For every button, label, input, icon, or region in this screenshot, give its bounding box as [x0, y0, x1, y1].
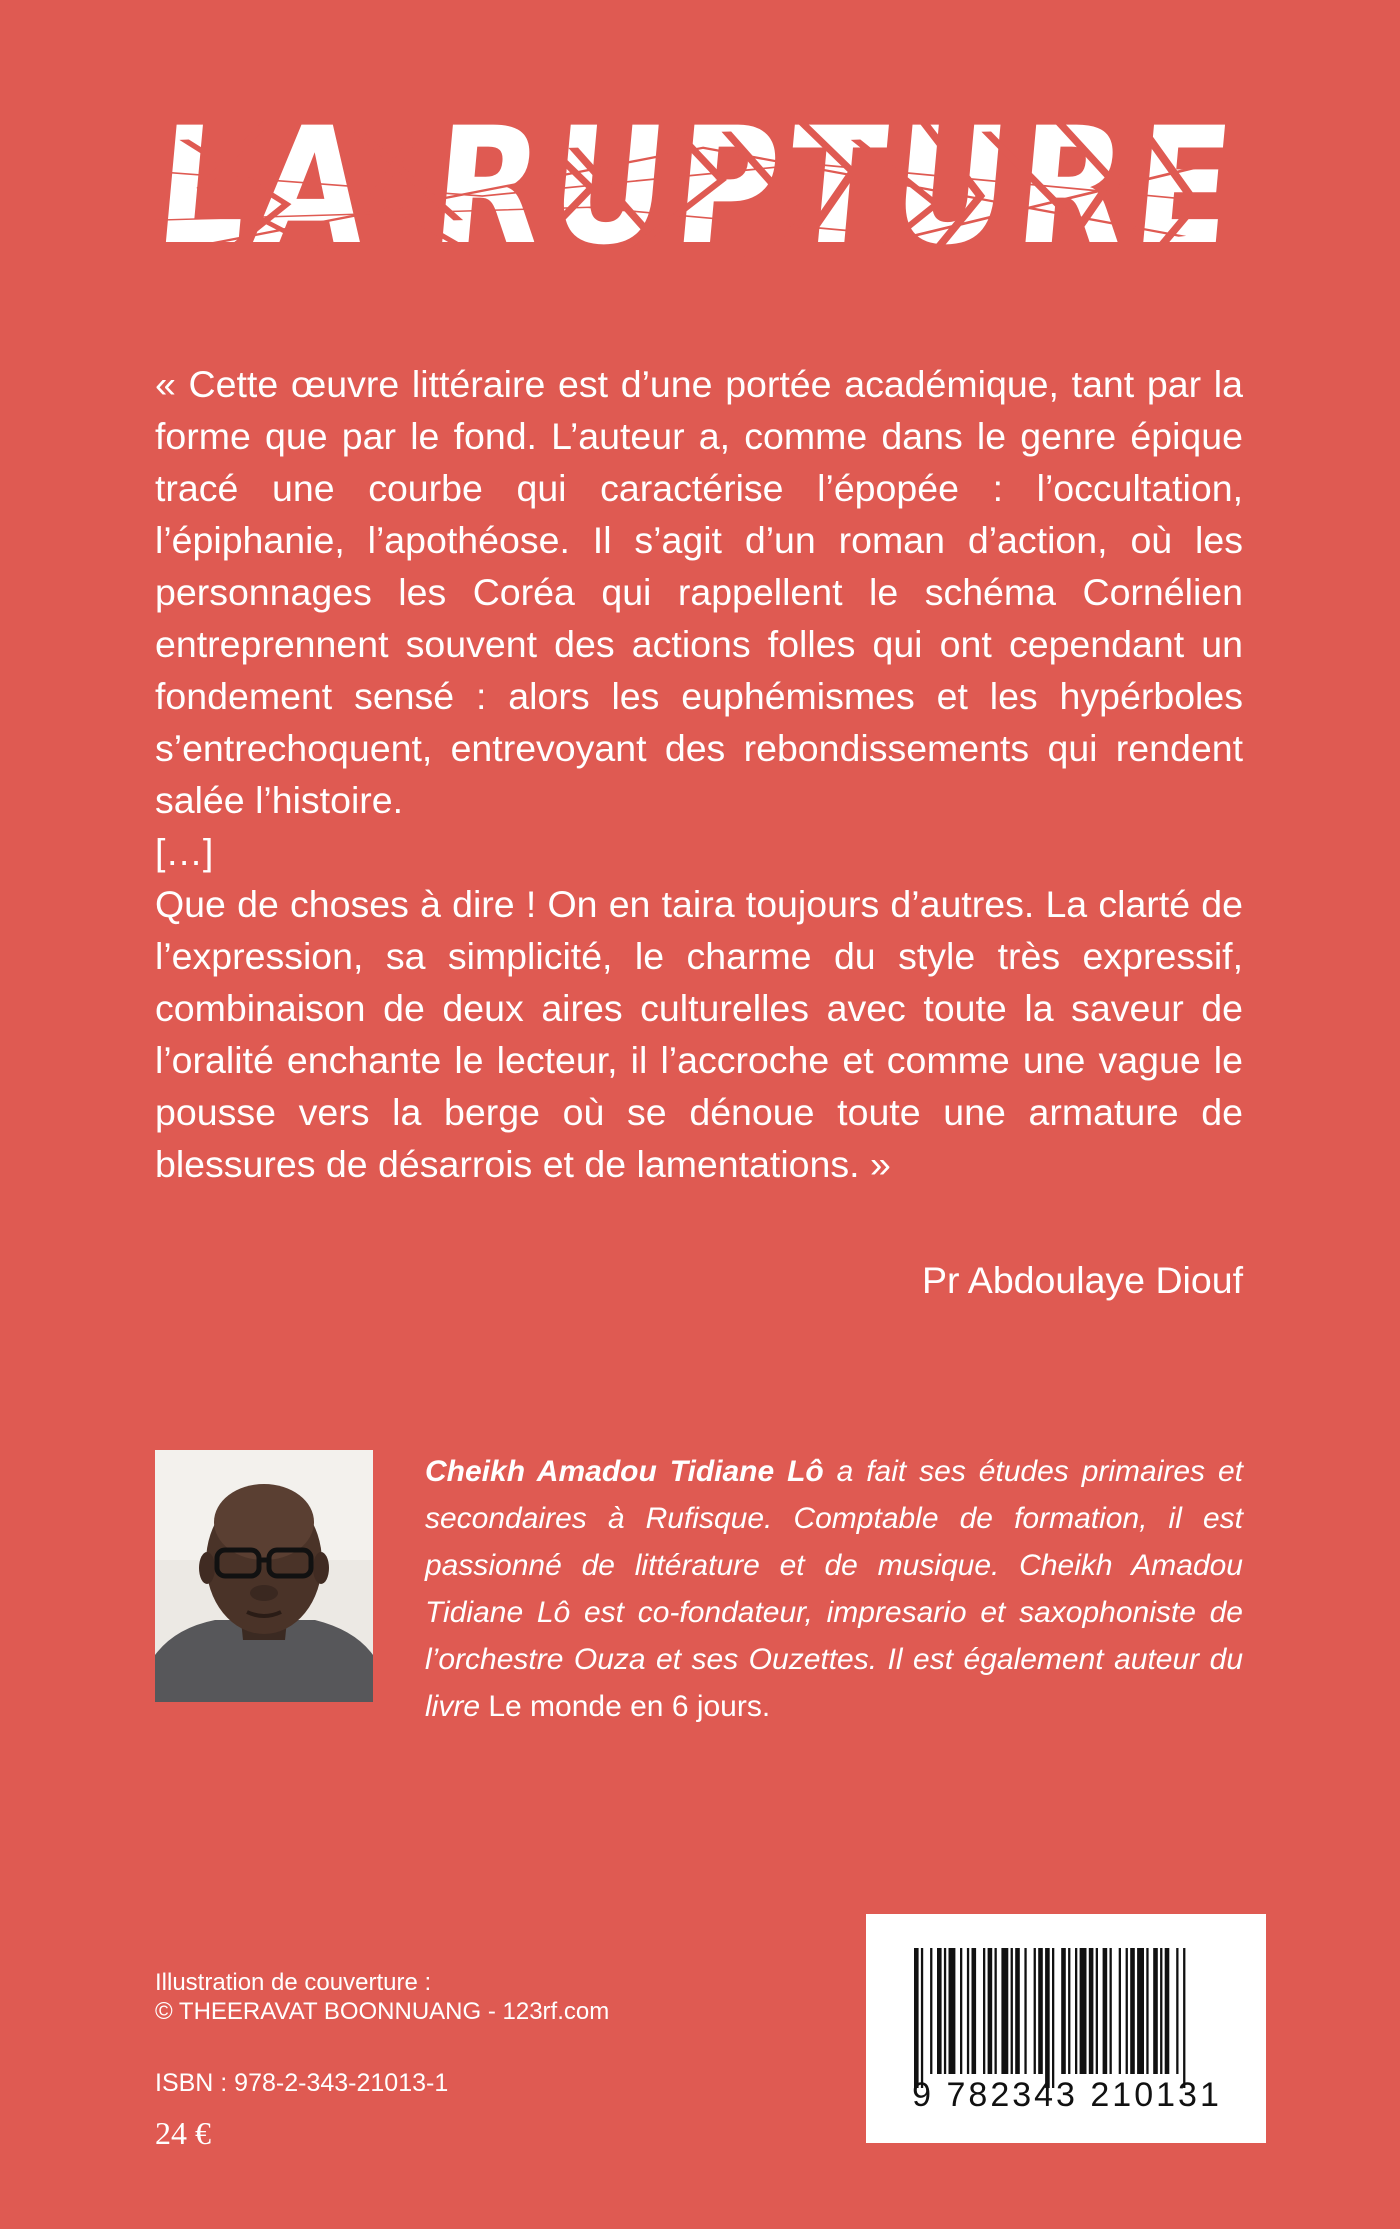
- credits-line-2: © THEERAVAT BOONNUANG - 123rf.com: [155, 1998, 610, 2025]
- barcode: [866, 1914, 1266, 2143]
- author-bio-text: a fait ses études primaires et secondaires à Rufisque. Comptable de formation, il est passionné de littérature et de musique. Cheikh Amadou Tidiane Lô est co-fondateur, impresario et saxophoniste de l’orchestre Ouza et ses Ouzettes. Il est également auteur du livre: [425, 1455, 1243, 1723]
- credits-line-1: Illustration de couverture :: [155, 1969, 432, 1996]
- author-photo: [155, 1450, 373, 1702]
- barcode-digits: 9 782343 210131: [912, 2076, 1222, 2114]
- critic-quote: [155, 358, 1243, 1190]
- author-name: Cheikh Amadou Tidiane Lô: [425, 1455, 824, 1488]
- quote-ellipsis: […]: [155, 831, 214, 873]
- author-bio-end: .: [761, 1690, 771, 1723]
- book-title-text: LA RUPTURE: [149, 93, 1251, 282]
- author-bio: [425, 1448, 1243, 1730]
- book-title: [0, 93, 1400, 282]
- author-other-book: Le monde en 6 jours: [488, 1690, 762, 1723]
- quote-paragraph-1: « Cette œuvre littéraire est d’une portée académique, tant par la forme que par le fond. L’auteur a, comme dans le genre épique tracé une courbe qui caractérise l’épopée : l’occultation, l’épiphanie, l’apothéose. Il s’agit d’un roman d’action, où les personnages les Coréa qui rappellent le schéma Cornélien entreprennent souvent des actions folles qui ont cependant un fondement sensé : alors les euphémismes et les hypérboles s’entrechoquent, entrevoyant des rebondissements qui rendent salée l’histoire.: [155, 363, 1243, 821]
- quote-paragraph-2: Que de choses à dire ! On en taira toujours d’autres. La clarté de l’expression, sa simplicité, le charme du style très expressif, combinaison de deux aires culturelles avec toute la saveur de l’oralité enchante le lecteur, il l’accroche et comme une vague le pousse vers la berge où se dénoue toute une armature de blessures de désarrois et de lamentations. »: [155, 883, 1243, 1185]
- isbn: ISBN : 978-2-343-21013-1: [155, 2069, 449, 2097]
- illustration-credits: [155, 1968, 609, 2026]
- price: 24 €: [155, 2115, 211, 2151]
- quote-signature: Pr Abdoulaye Diouf: [921, 1259, 1243, 1301]
